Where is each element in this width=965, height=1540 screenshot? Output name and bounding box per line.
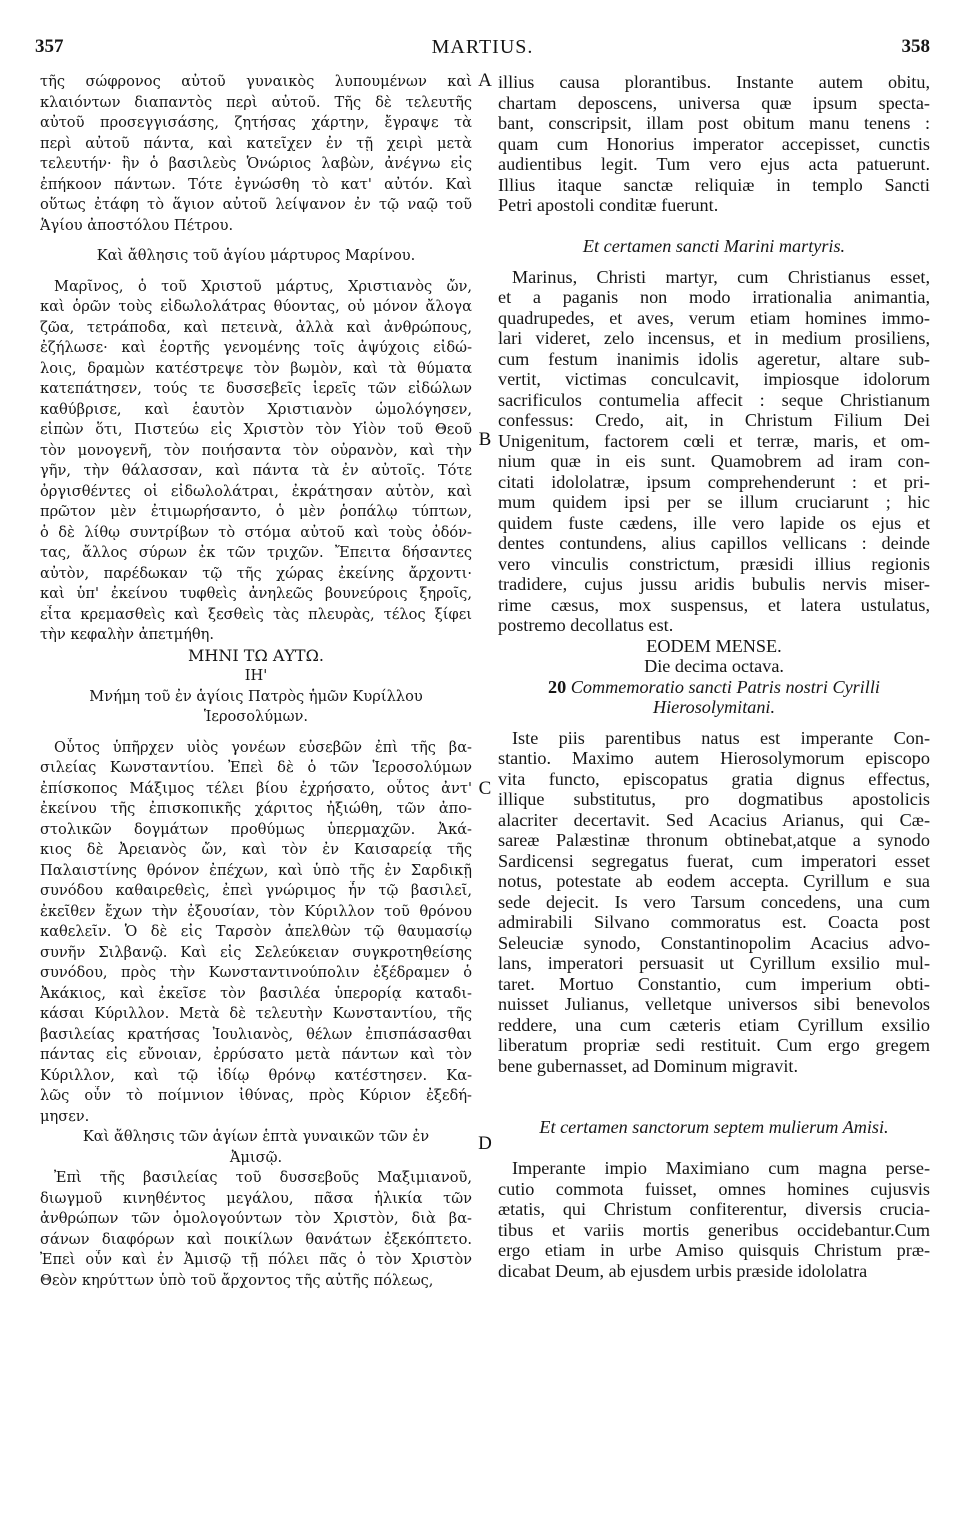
greek-heading-seven-women bbox=[40, 1127, 472, 1168]
latin-text-line: nuisset Julianus, velletque universos sibi benevolos bbox=[498, 994, 930, 1014]
greek-text-line: Ἐπεὶ οὖν καὶ ἐν Ἀμισῷ τῇ πόλει πᾶς ὁ τὸν Χριστὸν bbox=[40, 1251, 472, 1268]
margin-marker-b: B bbox=[478, 429, 492, 450]
greek-heading-marinus: Καὶ ἄθλησις τοῦ ἁγίου μάρτυρος Μαρίνου. bbox=[96, 247, 416, 264]
latin-text-line: confessus: Credo, ait, in Christum Filium Dei bbox=[498, 410, 930, 430]
greek-text-line: συνόδου καθαιρεθεὶς, ἐπεὶ γνώριμος ἦν τῷ βασιλεῖ, bbox=[40, 882, 472, 899]
greek-text-line: διωγμοῦ κινηθέντος μεγάλου, πᾶσα ἡλικία τῶν bbox=[40, 1189, 472, 1207]
greek-text-line: συνόδου, πρὸς τὴν Κωνσταντινούπολιν ἐξέδραμεν ὁ bbox=[40, 964, 472, 981]
latin-text-line: Petri apostoli conditæ fuerunt. bbox=[498, 195, 719, 215]
greek-text-line: κλαιόντων διαπαντὸς περὶ αὐτοῦ. Τῆς δὲ τελευτῆς bbox=[40, 93, 472, 111]
running-title: MARTIUS. bbox=[431, 36, 534, 58]
greek-text-line: Ἐπὶ τῆς βασιλείας τοῦ δυσσεβοῦς Μαξιμιανοῦ, bbox=[54, 1169, 472, 1186]
latin-text-line: tradidere, cujus jussu aridis bubulis nervis miser- bbox=[498, 574, 930, 594]
margin-marker-c: C bbox=[478, 778, 492, 799]
latin-heading-cyril bbox=[498, 677, 930, 698]
greek-column bbox=[40, 72, 472, 1291]
latin-text-line: ergo etiam in urbe Amiso quisquis Christum præ- bbox=[498, 1240, 930, 1260]
latin-text-line: bant, conscripsit, illam post obitum manu tenens : bbox=[498, 113, 930, 133]
greek-text-line: λῶς οὖν τὸ ποίμνιον ἰθύνας, πρὸς Κύριον ἐξεδή- bbox=[40, 1087, 472, 1104]
greek-text-line: συνῆν Σιλβανῷ. Καὶ εἰς Σελεύκειαν συγκροτηθείσης bbox=[40, 943, 472, 961]
greek-text-line: τὴν κεφαλὴν ἀπετμήθη. bbox=[40, 626, 215, 643]
latin-text-line: Illius itaque sanctæ reliquiæ in templo Sancti bbox=[498, 174, 930, 195]
latin-heading-cyril-line-1: Commemoratio sancti Patris nostri Cyrilli bbox=[570, 676, 880, 697]
latin-text-line: notus, potestate ab eodem accepta. Cyrillum e sua bbox=[498, 871, 930, 891]
latin-text-line: sede dejecit. Is vero Tarsum concedens, una cum bbox=[498, 891, 930, 912]
greek-text-line: καθελεῖν. Ὁ δὲ εἰς Ταρσὸν ἀπελθὼν τῷ θαυμασίῳ bbox=[40, 923, 472, 940]
latin-text-line: quam cum Honorius imperator accepisset, cunctis bbox=[498, 133, 930, 154]
greek-text-line: Οὗτος ὑπῆρχεν υἱὸς γονέων εὐσεβῶν ἐπὶ τῆς βα- bbox=[54, 738, 472, 756]
greek-heading-month: ΜΗΝΙ ΤΩ ΑΥΤΩ. bbox=[188, 645, 324, 665]
greek-text-line: πρῶτον μὲν ἐτιμωρήσαντο, ὁ μὲν ῥοπάλῳ τύπτων, bbox=[40, 503, 472, 520]
latin-text-line: liberatum propriæ sedi restituit. Cum ergo gregem bbox=[498, 1035, 930, 1055]
greek-text-line: Θεὸν κηρύττων ὑπὸ τοῦ ἄρχοντος τῆς αὐτῆς πόλεως, bbox=[40, 1271, 434, 1289]
latin-text-line: sareæ Palæstinæ thronum obtinebat,atque a synodo bbox=[498, 830, 930, 850]
latin-text-line: Iste piis parentibus natus est imperante Con- bbox=[512, 727, 930, 748]
greek-text-line: αὐτὸν, παρέδωκαν τῷ τῆς χώρας ἐκείνης ἄρχοντι· bbox=[40, 564, 472, 582]
latin-text-line: cutio commota fuisset, omnes homines cujusvis bbox=[498, 1178, 930, 1199]
greek-paragraph-2 bbox=[40, 277, 472, 646]
latin-text-line: vertit, victimas conculcavit, impiosque idolorum bbox=[498, 369, 930, 389]
latin-paragraph-3 bbox=[498, 728, 930, 1077]
greek-paragraph-1 bbox=[40, 72, 472, 236]
greek-text-line: σιλείας Κωνσταντίου. Ἐπεὶ δὲ ὁ τῶν Ἱεροσολύμων bbox=[40, 759, 472, 776]
margin-marker-a: A bbox=[478, 70, 492, 91]
latin-text-line: et a paganis non modo irrationalia animantia, bbox=[498, 287, 930, 307]
latin-text-line: tibus et variis mortis generibus occidebantur.Cum bbox=[498, 1219, 930, 1240]
greek-text-line: κιος δὲ Ἀρειανὸς ὤν, καὶ τὸν ἐν Καισαρείᾳ τῆς bbox=[40, 841, 472, 858]
latin-text-line: rime cæsus, mox suspensus, et latera ustulatus, bbox=[498, 594, 930, 615]
greek-text-line: αὐτοῦ προσεγγισάσης, ζητήσας χάρτην, ἔγραψε τὰ bbox=[40, 114, 472, 131]
page-number-left: 357 bbox=[35, 36, 64, 57]
latin-text-line: illius causa plorantibus. Instante autem obitu, bbox=[498, 72, 930, 92]
latin-text-line: nium quæ in eis sunt. Quamobrem ad iram con- bbox=[498, 451, 930, 471]
latin-column bbox=[498, 72, 930, 1281]
greek-paragraph-3 bbox=[40, 738, 472, 1128]
latin-text-line: mum quidem ipsi per se illum cruciarunt ; hic bbox=[498, 492, 930, 512]
latin-text-line: postremo decollatus est. bbox=[498, 615, 674, 635]
latin-text-line: lans, imperatori persuasit ut Cyrillum exsilio mul- bbox=[498, 953, 930, 973]
latin-text-line: Seleuciæ synodo, Constantinopolim Acacius advo- bbox=[498, 932, 930, 953]
greek-text-line: ἐπίσκοπος Μάξιμος τέλει βίου ἐχρήσατο, οὗτος ἀντ' bbox=[40, 779, 472, 797]
greek-text-line: Κύριλλον, καὶ τῷ ἰδίῳ θρόνῳ κατέστησεν. Κα- bbox=[40, 1066, 472, 1084]
latin-text-line: dicabat Deum, ab ejusdem urbis præside idololatra bbox=[498, 1260, 868, 1281]
greek-text-line: καθύβρισε, καὶ ἑαυτὸν Χριστιανὸν ὡμολόγησεν, bbox=[40, 400, 472, 418]
latin-text-line: taret. Mortuo Constantio, cum imperium obti- bbox=[498, 973, 930, 994]
greek-text-line: Παλαιστίνης θρόνον ἐπέχων, καὶ ὑπὸ τῆς ἐν Σαρδικῇ bbox=[40, 861, 472, 879]
greek-text-line: τὸν μονογενῆ, τὸν ποιήσαντα τὸν οὐρανὸν, καὶ τὴν bbox=[40, 441, 472, 459]
latin-heading-marinus: Et certamen sancti Marini martyris. bbox=[582, 236, 846, 256]
greek-text-line: ὁ δὲ λίθῳ συντρίβων τὸ στόμα αὐτοῦ καὶ τοὺς ὀδόν- bbox=[40, 523, 472, 541]
greek-heading-line: Μνήμη τοῦ ἐν ἁγίοις Πατρὸς ἡμῶν Κυρίλλου bbox=[89, 687, 423, 705]
latin-text-line: ætatis, qui Christum confiterentur, diversis crucia- bbox=[498, 1199, 930, 1219]
greek-text-line: μησεν. bbox=[40, 1107, 90, 1125]
greek-text-line: καὶ ὑπ' ἐκείνου τυφθεὶς ἀνηλεῶς βουνεύροις ξηροῖς, bbox=[40, 585, 472, 602]
greek-text-line: ἐζήλωσε· καὶ ἑορτῆς γενομένης τοῖς ἀψύχοις εἰδώ- bbox=[40, 339, 472, 356]
greek-text-line: πάντας εἰς εὔνοιαν, ἐρρύσατο μετὰ πάντων καὶ τὸν bbox=[40, 1046, 472, 1063]
latin-text-line: citati idololatræ, ipsum comprehenderunt : et pri- bbox=[498, 471, 930, 492]
latin-text-line: quidem fuste cædens, ille vero lapide os ejus et bbox=[498, 512, 930, 533]
greek-text-line: εἶτα κρεμασθεὶς καὶ ξεσθεὶς τὰς πλευρὰς, τέλος ξίφει bbox=[40, 605, 472, 623]
latin-text-line: reddere, una cum cæteris etiam Cyrillum exsilio bbox=[498, 1014, 930, 1035]
latin-heading-cyril-line-2: Hierosolymitani. bbox=[652, 697, 776, 717]
latin-text-line: Marinus, Christi martyr, cum Christianus esset, bbox=[512, 266, 930, 287]
greek-text-line: βασιλείας κρατήσας Ἰουλιανὸς, θέλων ἐπισπάσασθαι bbox=[40, 1025, 472, 1043]
greek-text-line: ἐκείνου τῆς ἐπισκοπικῆς χάριτος ἠξιώθη, τῶν ἀπο- bbox=[40, 800, 472, 817]
latin-heading-number: 20 bbox=[548, 676, 567, 697]
greek-text-line: ὀργισθέντες οἱ εἰδωλολάτραι, ἐκράτησαν αὐτὸν, καὶ bbox=[40, 482, 472, 500]
page-header bbox=[35, 36, 930, 66]
latin-text-line: bene gubernasset, ad Dominum migravit. bbox=[498, 1055, 799, 1076]
greek-text-line: κάσαι Κύριλλον. Μετὰ δὲ τελευτὴν Κωνσταντίου, τῆς bbox=[40, 1005, 472, 1022]
greek-text-line: λοις, δραμὼν κατέστρεψε τὸν βωμὸν, καὶ τὰ θύματα bbox=[40, 359, 472, 377]
latin-text-line: alacriter decertavit. Sed Acacius Arianus, qui Cæ- bbox=[498, 809, 930, 830]
latin-text-line: dentes contundens, alius capillos vellicans : deinde bbox=[498, 533, 930, 553]
greek-text-line: Ἀκάκιος, καὶ ἐκεῖσε τὸν βασιλέα ὑπερορίᾳ καταδι- bbox=[40, 984, 472, 1002]
latin-text-line: sacrificulos contumelia affecit : seque Christianum bbox=[498, 389, 930, 410]
greek-text-line: στολικῶν δογμάτων προθύμως ὑπερμαχῶν. Ἀκά- bbox=[40, 820, 472, 838]
latin-text-line: vero vinculis constrictum, præsidi illius regionis bbox=[498, 553, 930, 574]
latin-heading-day: Die decima octava. bbox=[644, 656, 784, 676]
latin-heading-seven-women: Et certamen sanctorum septem mulierum Amisi. bbox=[539, 1117, 889, 1137]
latin-text-line: quadrupedes, et aves, verum etiam homines immo- bbox=[498, 307, 930, 328]
greek-text-line: Μαρῖνος, ὁ τοῦ Χριστοῦ μάρτυς, Χριστιανὸς ὤν, bbox=[54, 277, 472, 295]
greek-text-line: κατεπάτησεν, τούς τε δυσσεβεῖς ἱερεῖς τῶν εἰδώλων bbox=[40, 380, 472, 397]
greek-heading-line: Ἀμισῷ. bbox=[229, 1148, 283, 1166]
greek-text-line: τελευτήν· ἣν ὁ βασιλεὺς Ὁνώριος λαβὼν, ἀνέγνω εἰς bbox=[40, 155, 472, 172]
greek-text-line: οὕτως ἐτάφη τὸ ἅγιον αὐτοῦ λείψανον ἐν τῷ ναῷ τοῦ bbox=[40, 196, 472, 213]
greek-text-line: ζῶα, τετράποδα, καὶ πετεινὰ, ἀλλὰ καὶ ἀνθρώπους, bbox=[40, 318, 472, 336]
greek-text-line: ἀνθρώπων τῶν ὁμολογούντων τὸν Χριστὸν, διὰ βα- bbox=[40, 1210, 472, 1227]
greek-text-line: σάνων διαφόρων καὶ ποικίλων θανάτων ἐξεκόπτετο. bbox=[40, 1230, 472, 1248]
greek-text-line: εἰπὼν ὅτι, Πιστεύω εἰς Χριστὸν τὸν Υἱὸν τοῦ Θεοῦ bbox=[40, 421, 472, 438]
greek-text-line: τας, ἄλλος σύρων ἐκ τῶν τριχῶν. Ἔπειτα δήσαντες bbox=[40, 544, 472, 561]
greek-heading-cyril bbox=[40, 687, 472, 728]
greek-heading-line: Ἱεροσολύμων. bbox=[203, 708, 309, 725]
latin-text-line: Unigenitum, factorem cœli et terræ, maris, et om- bbox=[498, 430, 930, 451]
latin-text-line: vita functo, episcopatus gratia dignus effectus, bbox=[498, 768, 930, 789]
greek-text-line: ἐπήκοον πάντων. Τότε ἐγνώσθη τὸ κατ' αὐτόν. Καὶ bbox=[40, 175, 472, 193]
greek-heading-day: ΙΗ' bbox=[244, 667, 268, 684]
latin-text-line: illique substitutus, pro dogmatibus apostolicis bbox=[498, 789, 930, 809]
greek-text-line: περὶ αὐτοῦ πάντα, καὶ κατεῖχεν ἐν τῇ χειρὶ μετὰ bbox=[40, 134, 472, 152]
greek-paragraph-4 bbox=[40, 1168, 472, 1291]
latin-text-line: stantio. Maximo autem Hierosolymorum episcopo bbox=[498, 748, 930, 768]
greek-text-line: ἐκεῖθεν ἔχων τὴν ἐξουσίαν, τὸν Κύριλλον τοῦ θρόνου bbox=[40, 902, 472, 920]
margin-marker-d: D bbox=[478, 1133, 492, 1154]
latin-text-line: cum festum inanimis idolis ageretur, altare sub- bbox=[498, 348, 930, 369]
page-number-right: 358 bbox=[901, 36, 930, 57]
greek-text-line: Ἁγίου ἀποστόλου Πέτρου. bbox=[40, 216, 234, 234]
latin-paragraph-4 bbox=[498, 1158, 930, 1281]
latin-text-line: Imperante impio Maximiano cum magna perse- bbox=[512, 1158, 930, 1178]
latin-text-line: Sardicensi segregatus fuerat, cum imperatori esset bbox=[498, 850, 930, 871]
latin-text-line: lari videret, zelo incensus, et in medium prosiliens, bbox=[498, 328, 930, 348]
latin-paragraph-2 bbox=[498, 267, 930, 636]
latin-text-line: audientibus legit. Tum vero ejus acta patuerunt. bbox=[498, 154, 930, 174]
greek-text-line: καὶ ὁρῶν τοὺς εἰδωλολάτρας θύοντας, οὐ μόνον ἄλογα bbox=[40, 298, 472, 315]
latin-text-line: chartam deposcens, universa quæ ipsum specta- bbox=[498, 92, 930, 113]
latin-paragraph-1 bbox=[498, 72, 930, 216]
greek-text-line: τῆς σώφρονος αὐτοῦ γυναικὸς λυπουμένων καὶ bbox=[40, 73, 472, 90]
greek-text-line: γῆν, τὴν θάλασσαν, καὶ πάντα τὰ ἐν αὐτοῖς. Τότε bbox=[40, 462, 472, 479]
latin-text-line: admirabili Silvano commoratus est. Coacta post bbox=[498, 912, 930, 932]
latin-heading-month: EODEM MENSE. bbox=[646, 635, 782, 656]
greek-heading-line: Καὶ ἄθλησις τῶν ἁγίων ἑπτὰ γυναικῶν τῶν ἐν bbox=[82, 1128, 430, 1145]
